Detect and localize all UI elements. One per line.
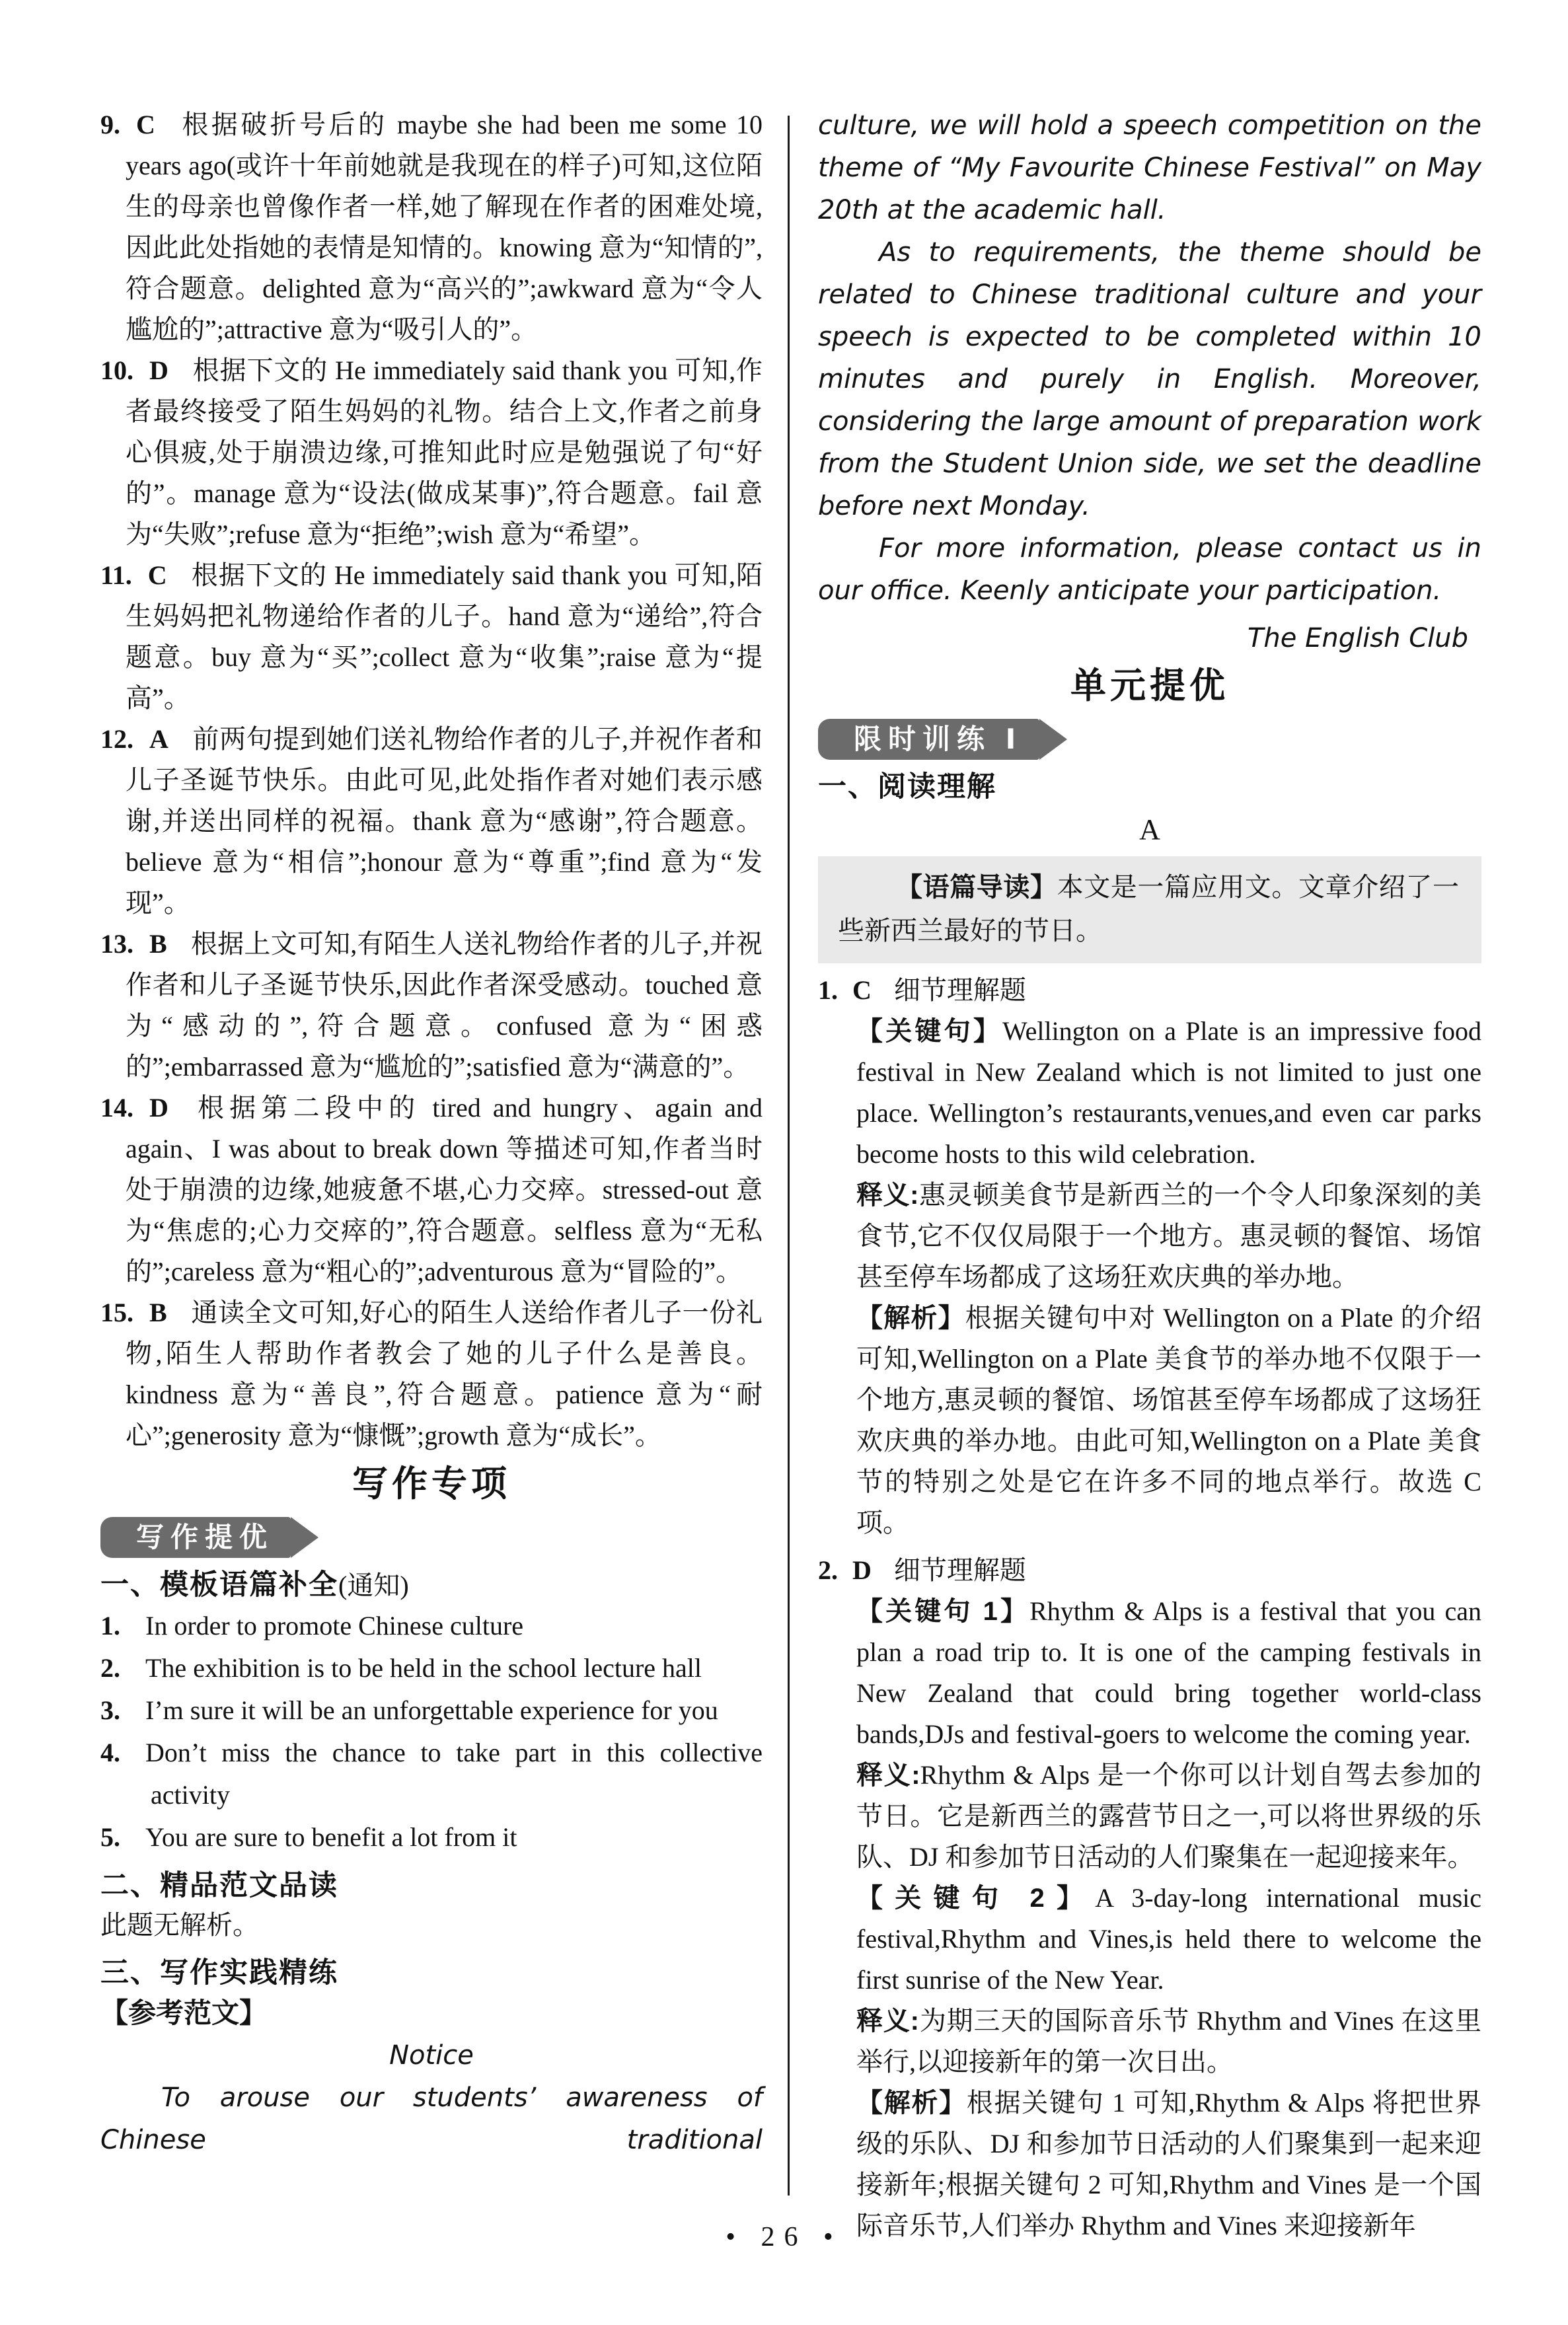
writing-boost-badge: [100, 1517, 291, 1558]
guide-label: 【语篇导读】: [896, 873, 1057, 902]
writing-item-4: [100, 1732, 763, 1816]
answer-number: 13.: [100, 929, 133, 959]
key-sentence-text: Rhythm & Alps is a festival that you can plan a road trip to. It is one of the camping festivals in New Zealand that could bring together world-class bands,DJs and festival-goers to welcome the coming year.: [856, 1596, 1481, 1749]
answer-item-15: [100, 1292, 763, 1456]
section-heading-template-completion: [100, 1566, 763, 1605]
section-heading-writing-practice: 三、写作实践精练: [100, 1957, 338, 1989]
answer-item-13: [100, 924, 763, 1088]
paraphrase-label: 释义:: [856, 1761, 920, 1790]
answer-item-14: [100, 1088, 763, 1292]
q1-key-sentence: [856, 1011, 1481, 1175]
column-divider-rule: [788, 116, 790, 2196]
answer-text: 根据破折号后的 maybe she had been me some 10 years ago(或许十年前她就是我现在的样子)可知,这位陌生的母亲也曾像作者一样,她了解现在作者的困难处境,因此此处指她的表情是知情的。knowing 意为“知情的”,符合题意。delighted 意为“高兴的”;awkward 意为“令人尴尬的”;attractive 意为“吸引人的”。: [126, 110, 763, 344]
key-sentence-label: 【关键句 2】: [856, 1884, 1096, 1913]
question-type: 细节理解题: [893, 1555, 1026, 1585]
answer-letter: C: [147, 560, 167, 590]
answer-text: 根据第二段中的 tired and hungry、again and again、I was about to break down 等描述可知,作者当时处于崩溃的边缘,她疲惫不堪,心力交瘁。stressed-out 意为“焦虑的;心力交瘁的”,符合题意。selfless 意为“无私的”;careless 意为“粗心的”;adventurous 意为“冒险的”。: [126, 1093, 763, 1286]
answer-text: 根据下文的 He immediately said thank you 可知,陌生妈妈把礼物递给作者的儿子。hand 意为“递给”,符合题意。buy 意为“买”;collect 意为“收集”;raise 意为“提高”。: [126, 560, 763, 713]
answer-letter: C: [136, 110, 155, 139]
writing-item-number: 4.: [100, 1738, 120, 1767]
answer-text: 通读全文可知,好心的陌生人送给作者儿子一份礼物,陌生人帮助作者教会了她的儿子什么是善良。kindness 意为“善良”,符合题意。patience 意为“耐心”;generosity 意为“慷慨”;growth 意为“成长”。: [126, 1298, 763, 1450]
section-heading-note: (通知): [338, 1570, 409, 1600]
writing-item-number: 5.: [100, 1822, 120, 1852]
q1-paraphrase: [856, 1175, 1481, 1298]
badge-label: 限时训练 Ⅰ: [854, 723, 1023, 755]
paraphrase-label: 释义:: [856, 2007, 919, 2036]
q2-paraphrase-1: [856, 1755, 1481, 1878]
answer-text: 前两句提到她们送礼物给作者的儿子,并祝作者和儿子圣诞节快乐。由此可见,此处指作者对她们表示感谢,并送出同样的祝福。thank 意为“感谢”,符合题意。believe 意为“相信”;honour 意为“尊重”;find 意为“发现”。: [126, 724, 763, 918]
answer-number: 14.: [100, 1093, 133, 1123]
writing-item-text: In order to promote Chinese culture: [145, 1611, 524, 1641]
notice-title: Notice: [389, 2040, 474, 2071]
question-letter: C: [852, 975, 872, 1005]
analysis-text: 根据关键句 1 可知,Rhythm & Alps 将把世界级的乐队、DJ 和参加节日活动的人们聚集到一起来迎接新年;根据关键句 2 可知,Rhythm and Vines 是一个国际音乐节,人们举办 Rhythm and Vines 来迎接新年: [856, 2088, 1481, 2240]
badge-row: [818, 719, 1481, 760]
no-analysis-note: 此题无解析。: [100, 1910, 259, 1940]
answer-letter: D: [149, 1093, 168, 1123]
passage-label: A: [1139, 813, 1160, 846]
notice-paragraph-requirements: As to requirements, the theme should be related to Chinese traditional culture and your speech is expected to be completed within 10 minutes and purely in English. Moreover, considering the large amount of preparation work from the Student Union side, we set the deadline before next Monday.: [818, 237, 1481, 521]
answer-letter: B: [149, 1298, 167, 1327]
section-heading-reading-comprehension: 一、阅读理解: [818, 771, 996, 803]
passage-guide-paragraph: [838, 866, 1459, 953]
key-sentence-text: A 3-day-long international music festival,Rhythm and Vines,is held there to welcome the first sunrise of the New Year.: [856, 1883, 1482, 1995]
key-sentence-text: Wellington on a Plate is an impressive food festival in New Zealand which is not limited to just one place. Wellington’s restaurants,venues,and even car parks become hosts to this wild celebration.: [856, 1016, 1482, 1169]
answer-text: 根据下文的 He immediately said thank you 可知,作者最终接受了陌生妈妈的礼物。结合上文,作者之前身心俱疲,处于崩溃边缘,可推知此时应是勉强说了句“好的”。manage 意为“设法(做成某事)”,符合题意。fail 意为“失败”;refuse 意为“拒绝”;wish 意为“希望”。: [126, 355, 763, 549]
writing-item-number: 3.: [100, 1695, 120, 1725]
notice-first-line: To arouse our students’ awareness of Chinese traditional: [100, 2083, 763, 2155]
answer-number: 15.: [100, 1298, 133, 1327]
right-column: [818, 104, 1481, 2246]
timed-training-badge: [818, 719, 1039, 760]
answer-number: 10.: [100, 355, 133, 385]
answer-letter: B: [149, 929, 167, 959]
answer-text: 根据上文可知,有陌生人送礼物给作者的儿子,并祝作者和儿子圣诞节快乐,因此作者深受感动。touched 意为“感动的”,符合题意。confused 意为“困惑的”;embarrassed 意为“尴尬的”;satisfied 意为“满意的”。: [126, 929, 763, 1082]
question-1-answer: [818, 970, 1481, 1011]
q1-analysis: [856, 1298, 1481, 1543]
key-sentence-label: 【关键句 1】: [856, 1597, 1030, 1626]
notice-paragraph-contact: For more information, please contact us in our office. Keenly anticipate your participation.: [818, 533, 1481, 606]
reference-essay-label: 【参考范文】: [100, 1997, 268, 2028]
notice-paragraph-continued: culture, we will hold a speech competition on the theme of “My Favourite Chinese Festival” on May 20th at the academic hall.: [818, 110, 1481, 225]
q2-paraphrase-2: [856, 2001, 1481, 2083]
answer-number: 9.: [100, 110, 120, 139]
section-heading-model-essay: 二、精品范文品读: [100, 1870, 338, 1901]
answer-number: 12.: [100, 724, 133, 754]
answer-letter: A: [149, 724, 168, 754]
analysis-label: 【解析】: [856, 1304, 965, 1333]
writing-item-number: 2.: [100, 1653, 120, 1683]
writing-section-title: 写作专项: [352, 1464, 511, 1504]
writing-item-5: [100, 1816, 763, 1859]
writing-item-text: You are sure to benefit a lot from it: [145, 1822, 517, 1852]
answer-number: 11.: [100, 560, 132, 590]
question-number: 2.: [818, 1555, 838, 1585]
analysis-text: 根据关键句中对 Wellington on a Plate 的介绍可知,Wellington on a Plate 美食节的举办地不仅限于一个地方,惠灵顿的餐馆、场馆甚至停车场都成了这场狂欢庆典的举办地。由此可知,Wellington on a Plate 美食节的特别之处是它在许多不同的地点举行。故选 C 项。: [856, 1303, 1481, 1537]
question-number: 1.: [818, 975, 838, 1005]
question-letter: D: [852, 1555, 872, 1585]
writing-item-3: [100, 1689, 763, 1732]
question-2-answer: [818, 1550, 1481, 1591]
key-sentence-label: 【关键句】: [856, 1017, 1003, 1046]
answer-item-12: [100, 719, 763, 924]
writing-item-number: 1.: [100, 1611, 120, 1641]
answer-item-9: [100, 104, 763, 350]
writing-item-1: [100, 1605, 763, 1647]
paraphrase-text: 为期三天的国际音乐节 Rhythm and Vines 在这里举行,以迎接新年的第一次日出。: [856, 2006, 1482, 2077]
writing-item-text: I’m sure it will be an unforgettable experience for you: [145, 1695, 718, 1725]
page-number: • 26 •: [726, 2222, 842, 2252]
writing-item-text: Don’t miss the chance to take part in this collective activity: [145, 1738, 763, 1810]
answer-item-10: [100, 350, 763, 555]
badge-row: [100, 1517, 763, 1558]
paraphrase-text: Rhythm & Alps 是一个你可以计划自驾去参加的节日。它是新西兰的露营节日之一,可以将世界级的乐队、DJ 和参加节日活动的人们聚集在一起迎接来年。: [856, 1760, 1481, 1872]
unit-boost-title: 单元提优: [1070, 666, 1229, 706]
q2-key-sentence-2: [856, 1878, 1481, 2001]
writing-item-2: [100, 1647, 763, 1689]
passage-guide-box: [818, 856, 1481, 963]
answer-letter: D: [149, 355, 168, 385]
question-type: 细节理解题: [893, 975, 1026, 1005]
paraphrase-label: 释义:: [856, 1181, 919, 1210]
answer-item-11: [100, 555, 763, 719]
paraphrase-text: 惠灵顿美食节是新西兰的一个令人印象深刻的美食节,它不仅仅局限于一个地方。惠灵顿的餐馆、场馆甚至停车场都成了这场狂欢庆典的举办地。: [856, 1180, 1482, 1292]
guide-text: 本文是一篇应用文。文章介绍了一些新西兰最好的节日。: [838, 872, 1460, 945]
writing-item-text: The exhibition is to be held in the school lecture hall: [145, 1653, 702, 1683]
q2-key-sentence-1: [856, 1591, 1481, 1755]
section-heading-text: 一、模板语篇补全: [100, 1569, 338, 1601]
left-column: [100, 104, 763, 2161]
notice-signature: The English Club: [1247, 623, 1468, 653]
badge-label: 写作提优: [136, 1522, 274, 1553]
analysis-label: 【解析】: [856, 2088, 967, 2118]
